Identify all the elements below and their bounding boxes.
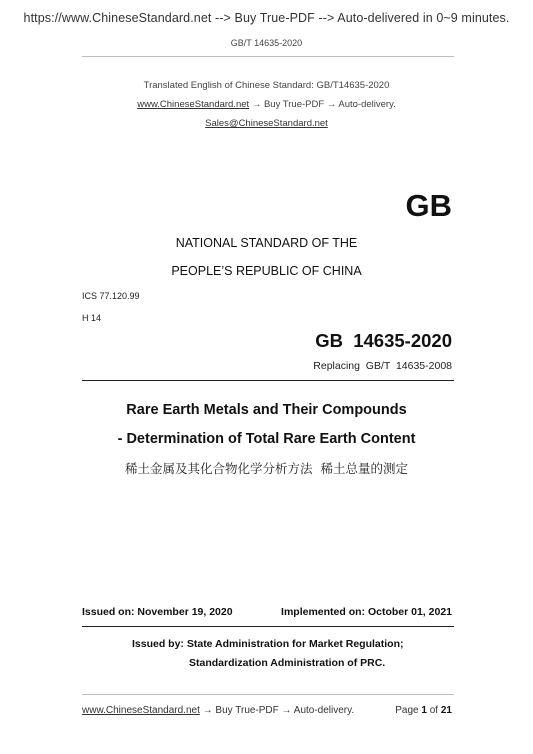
issuer-line1: Issued by: State Administration for Market Regulation;	[132, 638, 404, 650]
top-banner: https://www.ChineseStandard.net --> Buy True-PDF --> Auto-delivered in 0~9 minutes.	[23, 11, 510, 25]
footer-site-line	[82, 705, 354, 716]
footer-site-tail: → Buy True-PDF → Auto-delivery.	[199, 705, 355, 716]
translated-note: Translated English of Chinese Standard: GB/T14635-2020	[143, 80, 390, 91]
replacing-note: Replacing GB/T 14635-2008	[313, 360, 452, 372]
title-english-line2: - Determination of Total Rare Earth Content	[117, 431, 416, 447]
h-code: H 14	[82, 313, 102, 323]
sales-email-link[interactable]: Sales@ChineseStandard.net	[205, 118, 328, 129]
site-line-tail: → Buy True-PDF → Auto-delivery.	[249, 99, 396, 110]
footer-site-link[interactable]: www.ChineseStandard.net	[82, 705, 200, 716]
site-line	[0, 99, 533, 110]
page-label: Page	[395, 705, 419, 716]
standard-number: GB 14635-2020	[315, 330, 452, 351]
title-english-line1: Rare Earth Metals and Their Compounds	[126, 402, 407, 418]
ics-code: ICS 77.120.99	[82, 291, 140, 301]
page-total: 21	[440, 705, 452, 716]
title-chinese: 稀土金属及其化合物化学分析方法 稀土总量的测定	[125, 461, 408, 476]
page-of: of	[429, 705, 439, 716]
page-indicator	[395, 705, 452, 716]
sales-line	[0, 118, 533, 129]
issuer-line2: Standardization Administration of PRC.	[189, 657, 386, 669]
header-code: GB/T 14635-2020	[230, 38, 303, 48]
header-divider	[82, 56, 454, 57]
national-standard-line2: PEOPLE’S REPUBLIC OF CHINA	[171, 264, 362, 278]
page-current: 1	[421, 705, 427, 716]
implemented-on-date: Implemented on: October 01, 2021	[281, 606, 452, 618]
national-standard-line1: NATIONAL STANDARD OF THE	[175, 236, 358, 250]
title-divider	[82, 380, 454, 381]
gb-mark: GB	[405, 188, 452, 223]
site-link[interactable]: www.ChineseStandard.net	[137, 99, 250, 110]
issued-on-date: Issued on: November 19, 2020	[82, 606, 233, 618]
footer-divider	[82, 694, 454, 695]
dates-divider	[82, 626, 454, 627]
